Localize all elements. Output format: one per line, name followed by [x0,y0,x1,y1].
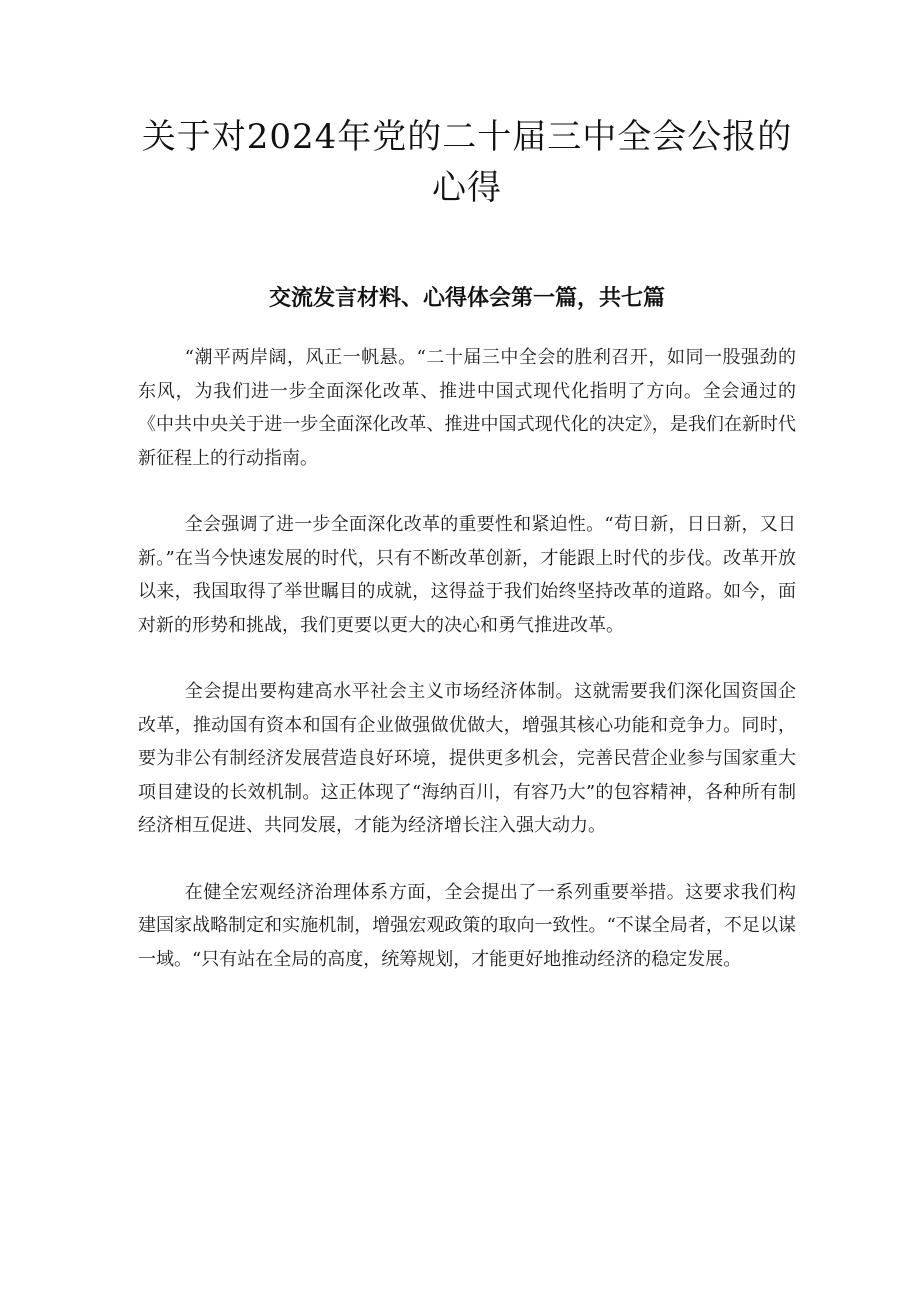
body-paragraph-3: 全会提出要构建高水平社会主义市场经济体制。这就需要我们深化国资国企改革，推动国有资本和国有企业做强做优做大，增强其核心功能和竞争力。同时，要为非公有制经济发展营造良好环境，提供更多机会，完善民营企业参与国家重大项目建设的长效机制。这正体现了“海纳百川，有容乃大”的包容精神，各种所有制经济相互促进、共同发展，才能为经济增长注入强大动力。 [138,681,796,836]
body-paragraph-4: 在健全宏观经济治理体系方面，全会提出了一系列重要举措。这要求我们构建国家战略制定和实施机制，增强宏观政策的取向一致性。“不谋全局者，不足以谋一域。“只有站在全局的高度，统筹规划，才能更好地推动经济的稳定发展。 [138,881,796,970]
body-paragraph-1: “潮平两岸阔，风正一帆悬。“二十届三中全会的胜利召开，如同一股强劲的东风，为我们进一步全面深化改革、推进中国式现代化指明了方向。全会通过的《中共中央关于进一步全面深化改革、推进中国式现代化的决定》，是我们在新时代新征程上的行动指南。 [138,347,796,469]
document-subtitle: 交流发言材料、心得体会第一篇，共七篇 [268,286,665,311]
document-title: 关于对2024年党的二十届三中全会公报的心得 [141,117,793,208]
body-paragraph-2: 全会强调了进一步全面深化改革的重要性和紧迫性。“苟日新，日日新，又日新。”在当今快速发展的时代，只有不断改革创新，才能跟上时代的步伐。改革开放以来，我国取得了举世瞩目的成就，这得益于我们始终坚持改革的道路。如今，面对新的形势和挑战，我们更要以更大的决心和勇气推进改革。 [138,514,796,636]
